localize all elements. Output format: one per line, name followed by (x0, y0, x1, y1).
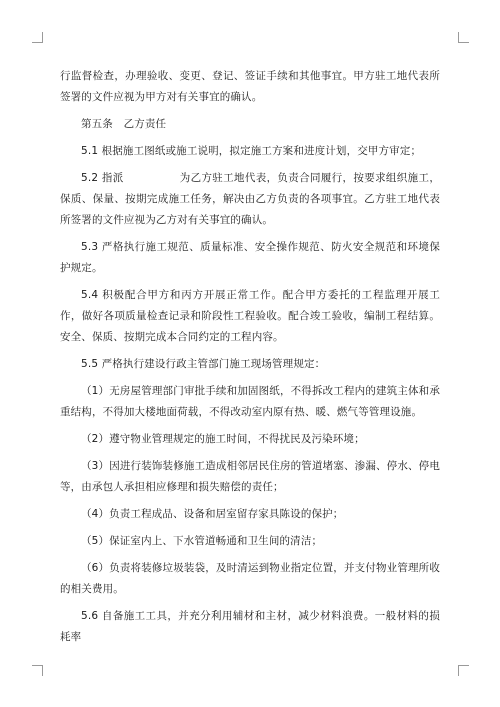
crop-mark-top-right (458, 32, 469, 43)
article-heading: 第五条 乙方责任 (81, 118, 167, 130)
clause-5-5-item-6: （6）负责将装修垃圾装袋，及时清运到物业指定位置，并支付物业管理所收的相关费用。 (60, 562, 440, 595)
crop-mark-bottom-right (458, 665, 469, 676)
clause-5-4: 5.4 积极配合甲方和丙方开展正常工作。配合甲方委托的工程监理开展工作，做好各项质量检查记录和阶段性工程验收。配合竣工验收，编制工程结算。安全、保质、按期完成本合同约定的工程内容。 (60, 289, 440, 343)
clause-5-5: 5.5 严格执行建设行政主管部门施工现场管理规定： (81, 358, 326, 370)
clause-5-5-item-1: （1）无房屋管理部门审批手续和加固图纸，不得拆改工程内的建筑主体和承重结构，不得加大楼地面荷载，不得改动室内原有热、暖、燃气等管理设施。 (60, 385, 440, 418)
crop-mark-bottom-left (32, 665, 43, 676)
document-body (60, 66, 440, 654)
clause-5-2 (60, 168, 440, 231)
clause-5-3: 5.3 严格执行施工规范、质量标准、安全操作规范、防火安全规范和环境保护规定。 (60, 241, 440, 274)
clause-5-5-item-5: （5）保证室内上、下水管道畅通和卫生间的清洁； (81, 535, 323, 547)
clause-5-2-rest: 为乙方驻工地代表，负责合同履行，按要求组织施工，保质、保量、按期完成施工任务，解决由乙方负责的各项事宜。乙方驻工地代表所签署的文件应视为乙方对有关事宜的确认。 (60, 172, 440, 226)
clause-5-1: 5.1 根据施工图纸或施工说明，拟定施工方案和进度计划，交甲方审定； (81, 145, 422, 157)
crop-mark-top-left (32, 32, 43, 43)
clause-5-6: 5.6 自备施工工具，并充分利用辅材和主材，减少材料浪费。一般材料的损耗率 (60, 610, 440, 643)
paragraph-continuation: 行监督检查，办理验收、变更、登记、签证手续和其他事宜。甲方驻工地代表所签署的文件应视为甲方对有关事宜的确认。 (60, 70, 440, 103)
clause-5-5-item-3: （3）因进行装饰装修施工造成相邻居民住房的管道堵塞、渗漏、停水、停电等，由承包人承担相应修理和损失赔偿的责任； (60, 460, 440, 493)
clause-5-5-item-4: （4）负责工程成品、设备和居室留存家具陈设的保护； (81, 508, 344, 520)
clause-5-5-item-2: （2）遵守物业管理规定的施工时间，不得扰民及污染环境； (81, 433, 365, 445)
clause-5-2-lead: 5.2 指派 (81, 172, 124, 184)
